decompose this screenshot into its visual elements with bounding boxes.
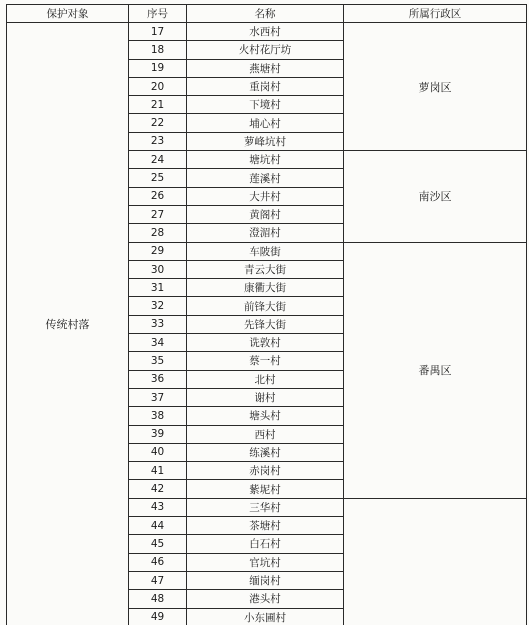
serial-number-cell: 44 (129, 517, 187, 535)
district-cell (344, 498, 527, 625)
header-district: 所属行政区 (344, 5, 527, 23)
serial-number-cell: 27 (129, 205, 187, 223)
district-cell: 萝岗区 (344, 23, 527, 151)
table-header-row (7, 5, 527, 23)
serial-number-cell: 36 (129, 370, 187, 388)
serial-number-cell: 41 (129, 462, 187, 480)
serial-number-cell: 46 (129, 553, 187, 571)
serial-number-cell: 39 (129, 425, 187, 443)
village-name-cell: 诜敦村 (187, 334, 344, 352)
serial-number-cell: 26 (129, 187, 187, 205)
serial-number-cell: 45 (129, 535, 187, 553)
village-name-cell: 重岗村 (187, 77, 344, 95)
table-row (7, 23, 527, 41)
serial-number-cell: 20 (129, 77, 187, 95)
village-name-cell: 缅岗村 (187, 571, 344, 589)
serial-number-cell: 17 (129, 23, 187, 41)
village-name-cell: 水西村 (187, 23, 344, 41)
serial-number-cell: 38 (129, 407, 187, 425)
village-name-cell: 赤岗村 (187, 462, 344, 480)
serial-number-cell: 31 (129, 279, 187, 297)
serial-number-cell: 21 (129, 96, 187, 114)
village-name-cell: 港头村 (187, 590, 344, 608)
village-name-cell: 莲溪村 (187, 169, 344, 187)
header-serial-number: 序号 (129, 5, 187, 23)
village-name-cell: 先锋大街 (187, 315, 344, 333)
district-cell: 番禺区 (344, 242, 527, 498)
village-name-cell: 火村花厅坊 (187, 41, 344, 59)
village-name-cell: 前锋大街 (187, 297, 344, 315)
village-name-cell: 大井村 (187, 187, 344, 205)
heritage-village-table (6, 4, 527, 625)
village-name-cell: 塘坑村 (187, 151, 344, 169)
village-name-cell: 白石村 (187, 535, 344, 553)
village-name-cell: 西村 (187, 425, 344, 443)
table-body (7, 23, 527, 625)
village-name-cell: 康衢大街 (187, 279, 344, 297)
village-name-cell: 北村 (187, 370, 344, 388)
village-name-cell: 青云大街 (187, 260, 344, 278)
serial-number-cell: 34 (129, 334, 187, 352)
serial-number-cell: 48 (129, 590, 187, 608)
village-name-cell: 燕塘村 (187, 59, 344, 77)
serial-number-cell: 47 (129, 571, 187, 589)
serial-number-cell: 29 (129, 242, 187, 260)
serial-number-cell: 30 (129, 260, 187, 278)
serial-number-cell: 43 (129, 498, 187, 516)
serial-number-cell: 32 (129, 297, 187, 315)
serial-number-cell: 24 (129, 151, 187, 169)
village-name-cell: 黄阁村 (187, 205, 344, 223)
category-cell: 传统村落 (7, 23, 129, 625)
serial-number-cell: 49 (129, 608, 187, 625)
serial-number-cell: 25 (129, 169, 187, 187)
village-name-cell: 蔡一村 (187, 352, 344, 370)
serial-number-cell: 42 (129, 480, 187, 498)
village-name-cell: 埔心村 (187, 114, 344, 132)
village-name-cell: 塘头村 (187, 407, 344, 425)
serial-number-cell: 28 (129, 224, 187, 242)
village-name-cell: 茶塘村 (187, 517, 344, 535)
serial-number-cell: 35 (129, 352, 187, 370)
village-name-cell: 谢村 (187, 388, 344, 406)
village-name-cell: 三华村 (187, 498, 344, 516)
serial-number-cell: 40 (129, 443, 187, 461)
serial-number-cell: 33 (129, 315, 187, 333)
village-name-cell: 小东圃村 (187, 608, 344, 625)
village-name-cell: 紫坭村 (187, 480, 344, 498)
serial-number-cell: 19 (129, 59, 187, 77)
serial-number-cell: 37 (129, 388, 187, 406)
village-name-cell: 下境村 (187, 96, 344, 114)
village-name-cell: 车陂街 (187, 242, 344, 260)
village-name-cell: 萝峰坑村 (187, 132, 344, 150)
village-name-cell: 官坑村 (187, 553, 344, 571)
header-protected-object: 保护对象 (7, 5, 129, 23)
serial-number-cell: 22 (129, 114, 187, 132)
village-name-cell: 澄湄村 (187, 224, 344, 242)
village-name-cell: 练溪村 (187, 443, 344, 461)
district-cell: 南沙区 (344, 151, 527, 242)
serial-number-cell: 18 (129, 41, 187, 59)
header-name: 名称 (187, 5, 344, 23)
serial-number-cell: 23 (129, 132, 187, 150)
